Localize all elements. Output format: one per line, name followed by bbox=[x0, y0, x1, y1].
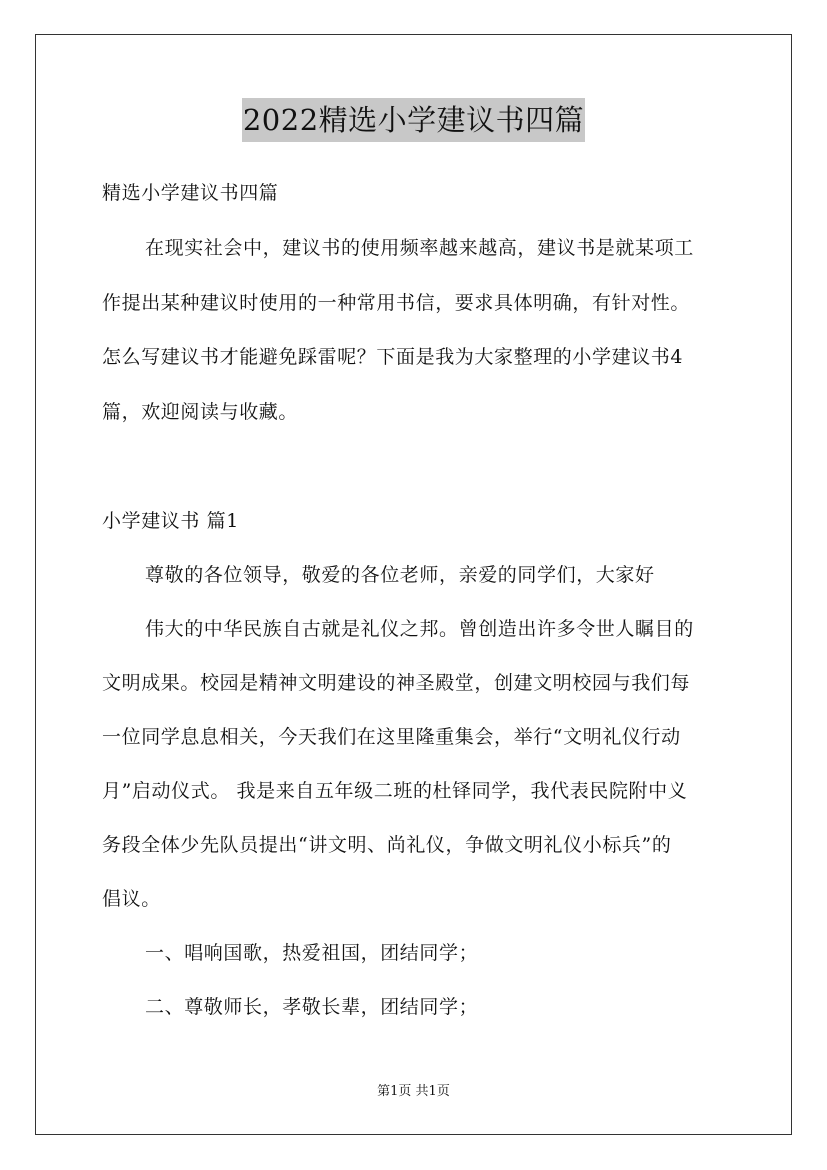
intro-line: 怎么写建议书才能避免踩雷呢？下面是我为大家整理的小学建议书4 bbox=[102, 346, 684, 368]
intro-line: 篇，欢迎阅读与收藏。 bbox=[102, 401, 299, 423]
body-line: 一位同学息息相关，今天我们在这里隆重集会，举行“文明礼仪行动 bbox=[102, 726, 681, 748]
intro-line: 作提出某种建议时使用的一种常用书信，要求具体明确，有针对性。 bbox=[102, 292, 691, 314]
document-subtitle: 精选小学建议书四篇 bbox=[102, 182, 279, 204]
body-line: 务段全体少先队员提出“讲文明、尚礼仪，争做文明礼仪小标兵”的 bbox=[102, 834, 672, 856]
body-line: 月”启动仪式。 我是来自五年级二班的杜铎同学，我代表民院附中义 bbox=[102, 780, 688, 802]
section-heading: 小学建议书 篇1 bbox=[102, 510, 239, 532]
page-footer: 第1页 共1页 bbox=[377, 1084, 450, 1099]
list-item: 一、唱响国歌，热爱祖国，团结同学； bbox=[145, 942, 479, 964]
body-line: 倡议。 bbox=[102, 888, 161, 910]
list-item: 二、尊敬师长，孝敬长辈，团结同学； bbox=[145, 996, 479, 1018]
intro-line: 在现实社会中，建议书的使用频率越来越高，建议书是就某项工 bbox=[145, 237, 694, 259]
greeting-line: 尊敬的各位领导，敬爱的各位老师，亲爱的同学们，大家好 bbox=[145, 564, 655, 586]
body-line: 文明成果。校园是精神文明建设的神圣殿堂，创建文明校园与我们每 bbox=[102, 672, 691, 694]
body-line: 伟大的中华民族自古就是礼仪之邦。曾创造出许多令世人瞩目的 bbox=[145, 618, 694, 640]
title-container bbox=[0, 98, 827, 142]
document-title: 2022精选小学建议书四篇 bbox=[242, 98, 585, 142]
